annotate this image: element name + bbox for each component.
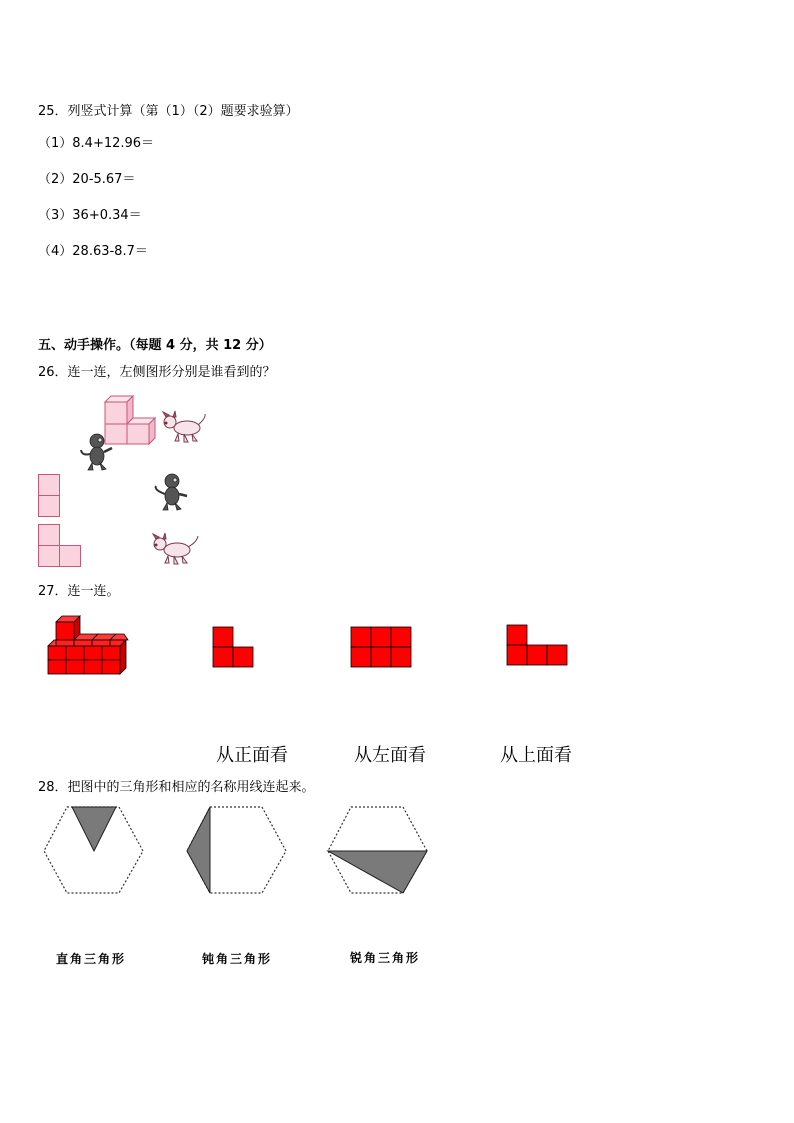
red-view-l-wide bbox=[506, 624, 570, 668]
label-left-view: 从左面看 bbox=[354, 745, 426, 766]
label-top-view: 从上面看 bbox=[500, 745, 572, 766]
monkey-icon bbox=[78, 432, 114, 472]
q25-item-4: （4）28.63-8.7＝ bbox=[38, 244, 148, 259]
hexagon-obtuse-triangle bbox=[185, 805, 289, 895]
red-view-grid bbox=[350, 626, 414, 670]
q27-title: 27．连一连。 bbox=[38, 584, 120, 599]
label-front-view: 从正面看 bbox=[216, 745, 288, 766]
red-view-l-small bbox=[212, 626, 256, 670]
q25-item-1: （1）8.4+12.96＝ bbox=[38, 136, 155, 151]
q25-item-2: （2）20-5.67＝ bbox=[38, 172, 136, 187]
hexagon-right-triangle bbox=[42, 805, 146, 895]
label-acute-triangle: 锐角三角形 bbox=[350, 951, 421, 965]
q25-title: 25．列竖式计算（第（1）（2）题要求验算） bbox=[38, 104, 299, 119]
q28-title: 28．把图中的三角形和相应的名称用线连起来。 bbox=[38, 780, 315, 795]
view-shape-vertical bbox=[38, 474, 62, 518]
q25-item-3: （3）36+0.34＝ bbox=[38, 208, 142, 223]
dog-icon bbox=[150, 530, 200, 566]
red-block-figure bbox=[46, 614, 130, 676]
label-obtuse-triangle: 钝角三角形 bbox=[202, 952, 273, 966]
dog-icon bbox=[160, 408, 208, 444]
label-right-triangle: 直角三角形 bbox=[56, 952, 127, 966]
view-shape-l bbox=[38, 524, 84, 568]
hexagon-acute-triangle bbox=[326, 805, 430, 895]
monkey-icon bbox=[150, 472, 190, 512]
section5-title: 五、动手操作。（每题 4 分，共 12 分） bbox=[38, 338, 272, 353]
q26-title: 26．连一连，左侧图形分别是谁看到的？ bbox=[38, 365, 276, 380]
